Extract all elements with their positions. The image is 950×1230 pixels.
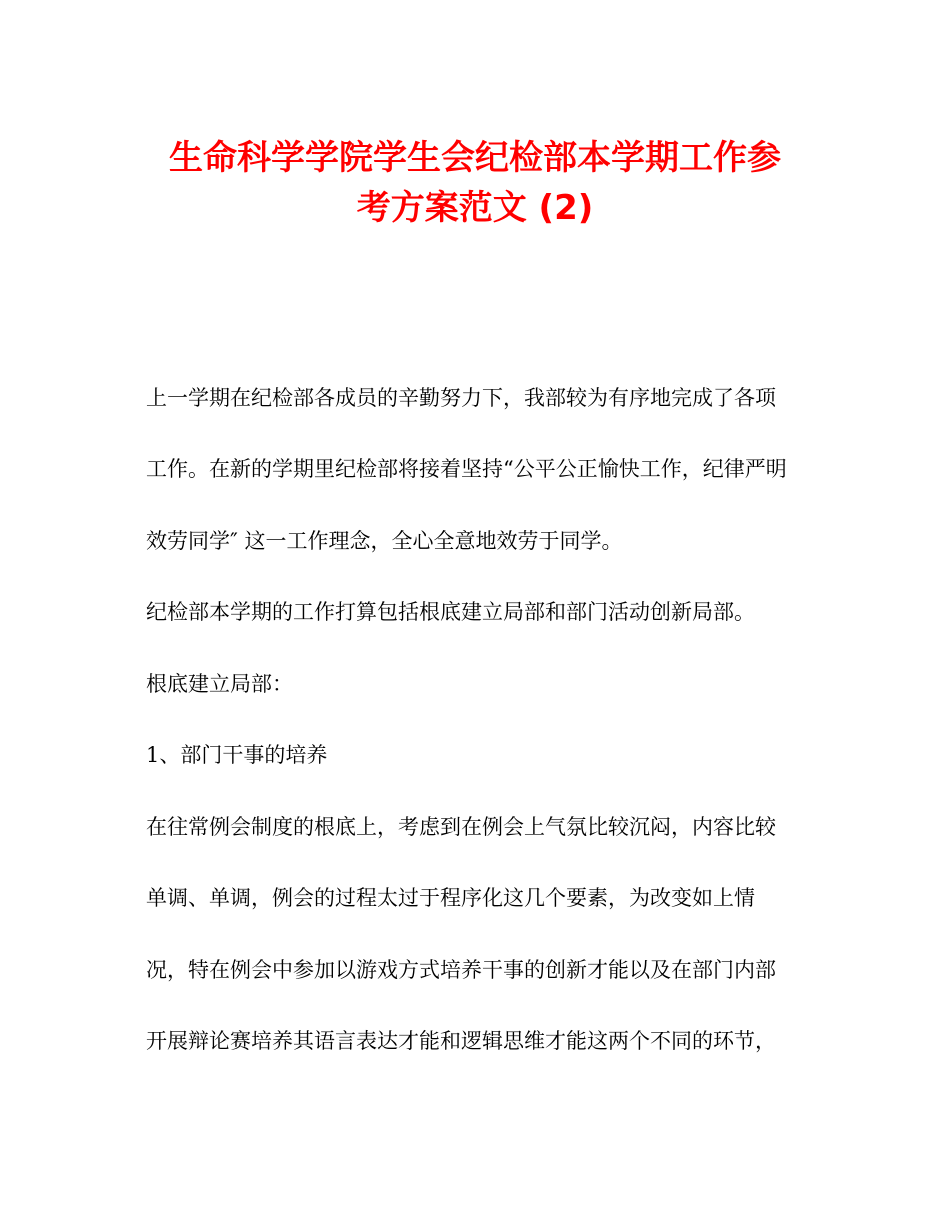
body-line: 1、部门干事的培养 (146, 743, 328, 767)
body-line: 根底建立局部： (146, 672, 293, 696)
document-title (100, 133, 850, 233)
title-line-1: 生命科学学院学生会纪检部本学期工作参 (169, 138, 781, 178)
body-line: 上一学期在纪检部各成员的辛勤努力下，我部较为有序地完成了各项 (146, 386, 776, 410)
body-line: 况，特在例会中参加以游戏方式培养干事的创新才能以及在部门内部 (146, 958, 776, 982)
body-line: 效劳同学″ 这一工作理念，全心全意地效劳于同学。 (146, 529, 623, 553)
body-line: 单调、单调，例会的过程太过于程序化这几个要素，为改变如上情 (146, 886, 755, 910)
body-line: 纪检部本学期的工作打算包括根底建立局部和部门活动创新局部。 (146, 600, 755, 624)
body-line: 在往常例会制度的根底上，考虑到在例会上气氛比较沉闷，内容比较 (146, 815, 776, 839)
body-line: 工作。在新的学期里纪检部将接着坚持“公平公正愉快工作，纪律严明 (146, 457, 787, 481)
body-line: 开展辩论赛培养其语言表达才能和逻辑思维才能这两个不同的环节， (146, 1029, 776, 1053)
title-line-2: 考方案范文 (2) (356, 188, 594, 228)
